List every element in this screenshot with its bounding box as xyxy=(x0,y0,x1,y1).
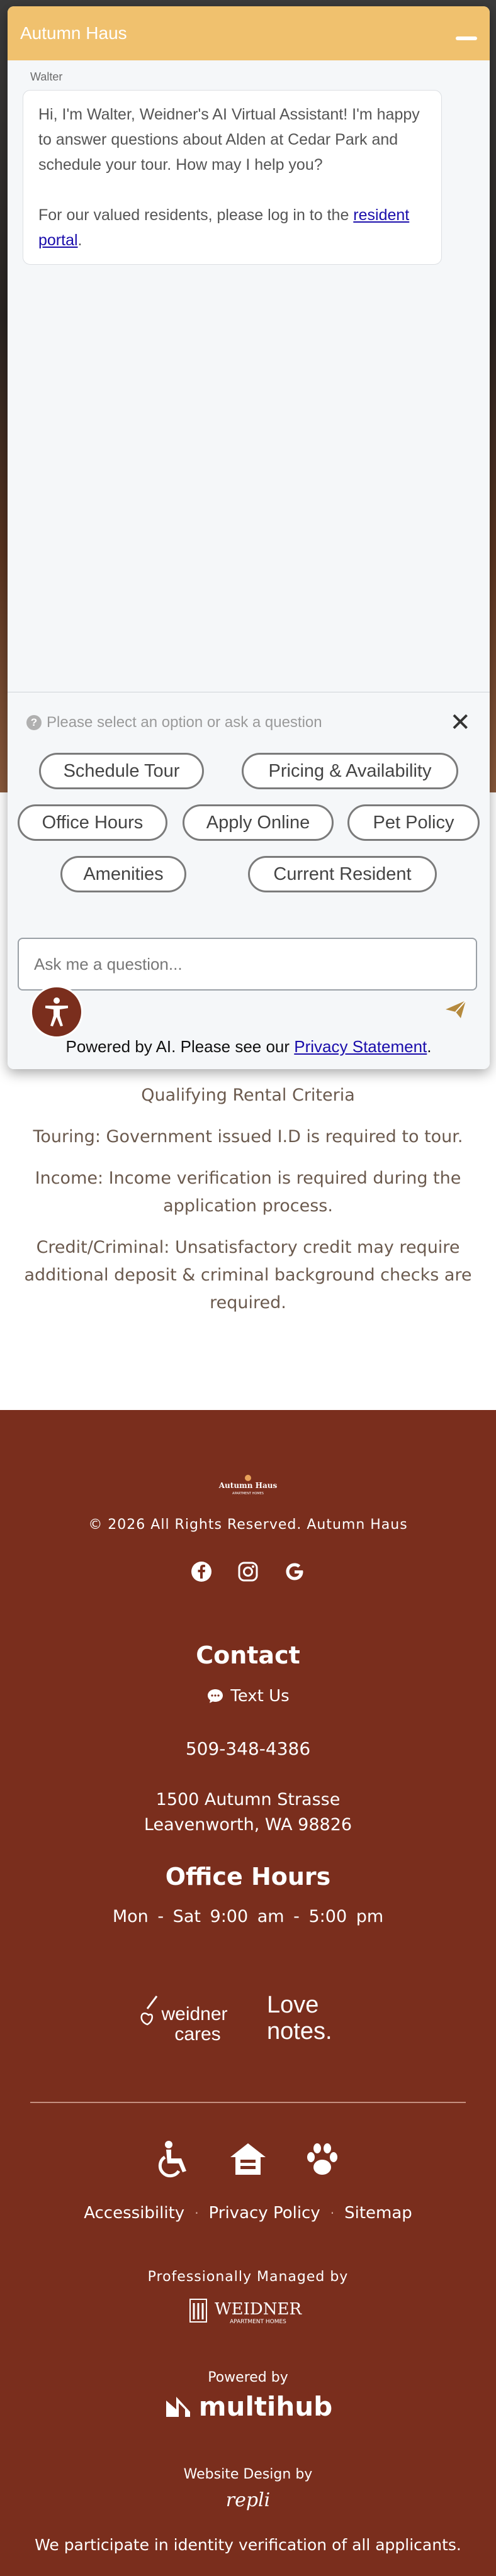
weidner-logo[interactable] xyxy=(189,2296,307,2327)
option-apply-online[interactable]: Apply Online xyxy=(183,804,334,841)
autumn-haus-logo[interactable] xyxy=(217,1473,279,1498)
option-pricing-availability[interactable]: Pricing & Availability xyxy=(242,753,458,789)
multihub-mark-icon xyxy=(164,2394,193,2419)
google-icon[interactable] xyxy=(284,1561,305,1582)
instagram-icon[interactable] xyxy=(237,1561,259,1582)
pet-friendly-icon xyxy=(302,2140,342,2180)
social-links xyxy=(0,1561,496,1582)
wheelchair-icon xyxy=(154,2140,194,2180)
link-separator: · xyxy=(330,2206,335,2221)
rental-criteria xyxy=(0,1082,496,1331)
repli-logo[interactable]: repli xyxy=(225,2489,271,2511)
chat-options-panel xyxy=(8,692,490,1069)
chat-message-residents xyxy=(38,203,426,253)
chat-message-bubble xyxy=(23,90,442,265)
website-design-by: Website Design by xyxy=(183,2467,313,2482)
multihub-logo[interactable] xyxy=(0,2391,496,2422)
address[interactable] xyxy=(0,1787,496,1838)
link-separator: · xyxy=(194,2206,199,2221)
chat-widget xyxy=(8,6,490,1069)
facebook-icon[interactable] xyxy=(191,1561,212,1582)
text-us-link[interactable] xyxy=(0,1687,496,1706)
chat-message-intro: Hi, I'm Walter, Weidner's AI Virtual Assistant! I'm happy to answer questions about Alden at Cedar Park and schedule your tour. How may I help you? xyxy=(38,106,420,174)
option-office-hours[interactable]: Office Hours xyxy=(18,804,167,841)
residents-end: . xyxy=(77,231,82,249)
chat-bubble-icon xyxy=(206,1687,224,1705)
option-schedule-tour[interactable]: Schedule Tour xyxy=(39,753,204,789)
office-hours: Mon - Sat 9:00 am - 5:00 pm xyxy=(112,1907,384,1926)
address-line-2: Leavenworth, WA 98826 xyxy=(144,1815,352,1835)
compliance-icons xyxy=(0,2140,496,2180)
legal-links xyxy=(0,2204,496,2223)
send-icon[interactable] xyxy=(444,999,467,1019)
option-current-resident[interactable]: Current Resident xyxy=(248,856,437,892)
question-icon: ? xyxy=(26,715,42,730)
love-notes-line1: Love xyxy=(267,1992,319,2018)
weidner-logo-sub: APARTMENT HOMES xyxy=(230,2319,286,2325)
weidner-logo-text: WEIDNER xyxy=(214,2300,302,2319)
text-us-label: Text Us xyxy=(230,1687,290,1706)
criteria-touring: Touring: Government issued I.D is required to tour. xyxy=(33,1127,463,1146)
sitemap-link[interactable]: Sitemap xyxy=(344,2204,412,2223)
criteria-income: Income: Income verification is required during the application process. xyxy=(35,1169,461,1216)
identity-verification-notice: We participate in identity verification of all applicants. xyxy=(35,2536,461,2554)
option-amenities[interactable]: Amenities xyxy=(60,856,186,892)
minimize-button[interactable] xyxy=(456,36,477,40)
address-line-1: 1500 Autumn Strasse xyxy=(155,1790,341,1809)
accessibility-widget-button[interactable] xyxy=(30,985,83,1038)
resident-portal-link[interactable]: resident portal xyxy=(38,206,410,249)
chat-prompt xyxy=(26,714,322,731)
powered-by-label: Powered by xyxy=(208,2370,288,2385)
footer-divider xyxy=(30,2102,466,2103)
chat-title: Autumn Haus xyxy=(20,23,127,43)
powered-by-ai xyxy=(8,1037,490,1057)
powered-ai-text: Powered by AI. Please see our xyxy=(65,1037,295,1056)
powered-ai-end: . xyxy=(427,1037,432,1056)
managed-by: Professionally Managed by xyxy=(147,2269,349,2285)
chat-input[interactable]: Ask me a question... xyxy=(18,938,477,991)
accessibility-person-icon xyxy=(39,994,74,1030)
equal-housing-icon xyxy=(228,2140,268,2180)
office-hours-title: Office Hours xyxy=(165,1863,331,1890)
criteria-title: Qualifying Rental Criteria xyxy=(141,1085,355,1105)
weidner-cares-line1: weidner xyxy=(161,2004,228,2024)
weidner-cares-logo[interactable] xyxy=(135,1990,242,2046)
contact-title: Contact xyxy=(196,1641,300,1669)
love-notes-line2: notes. xyxy=(267,2018,332,2045)
privacy-policy-link[interactable]: Privacy Policy xyxy=(208,2204,320,2223)
accessibility-link[interactable]: Accessibility xyxy=(84,2204,185,2223)
phone-number[interactable]: 509-348-4386 xyxy=(185,1738,311,1759)
option-pet-policy[interactable]: Pet Policy xyxy=(347,804,480,841)
chat-prompt-text: Please select an option or ask a question xyxy=(47,714,322,731)
logo-subtext: APARTMENT HOMES xyxy=(232,1492,264,1496)
chat-header xyxy=(8,6,490,60)
chat-sender: Walter xyxy=(30,70,63,83)
close-icon[interactable]: ✕ xyxy=(449,708,471,737)
residents-text: For our valued residents, please log in to the xyxy=(38,206,354,224)
criteria-credit: Credit/Criminal: Unsatisfactory credit may require additional deposit & criminal background checks are required. xyxy=(24,1238,472,1313)
weidner-cares-line2: cares xyxy=(174,2024,221,2045)
privacy-statement-link[interactable]: Privacy Statement xyxy=(294,1037,427,1056)
copyright: © 2026 All Rights Reserved. Autumn Haus xyxy=(88,1517,408,1533)
logo-text: Autumn Haus xyxy=(218,1481,278,1490)
love-notes-logo[interactable] xyxy=(264,1989,365,2045)
footer xyxy=(0,1410,496,2576)
multihub-text: multihub xyxy=(198,2391,333,2422)
